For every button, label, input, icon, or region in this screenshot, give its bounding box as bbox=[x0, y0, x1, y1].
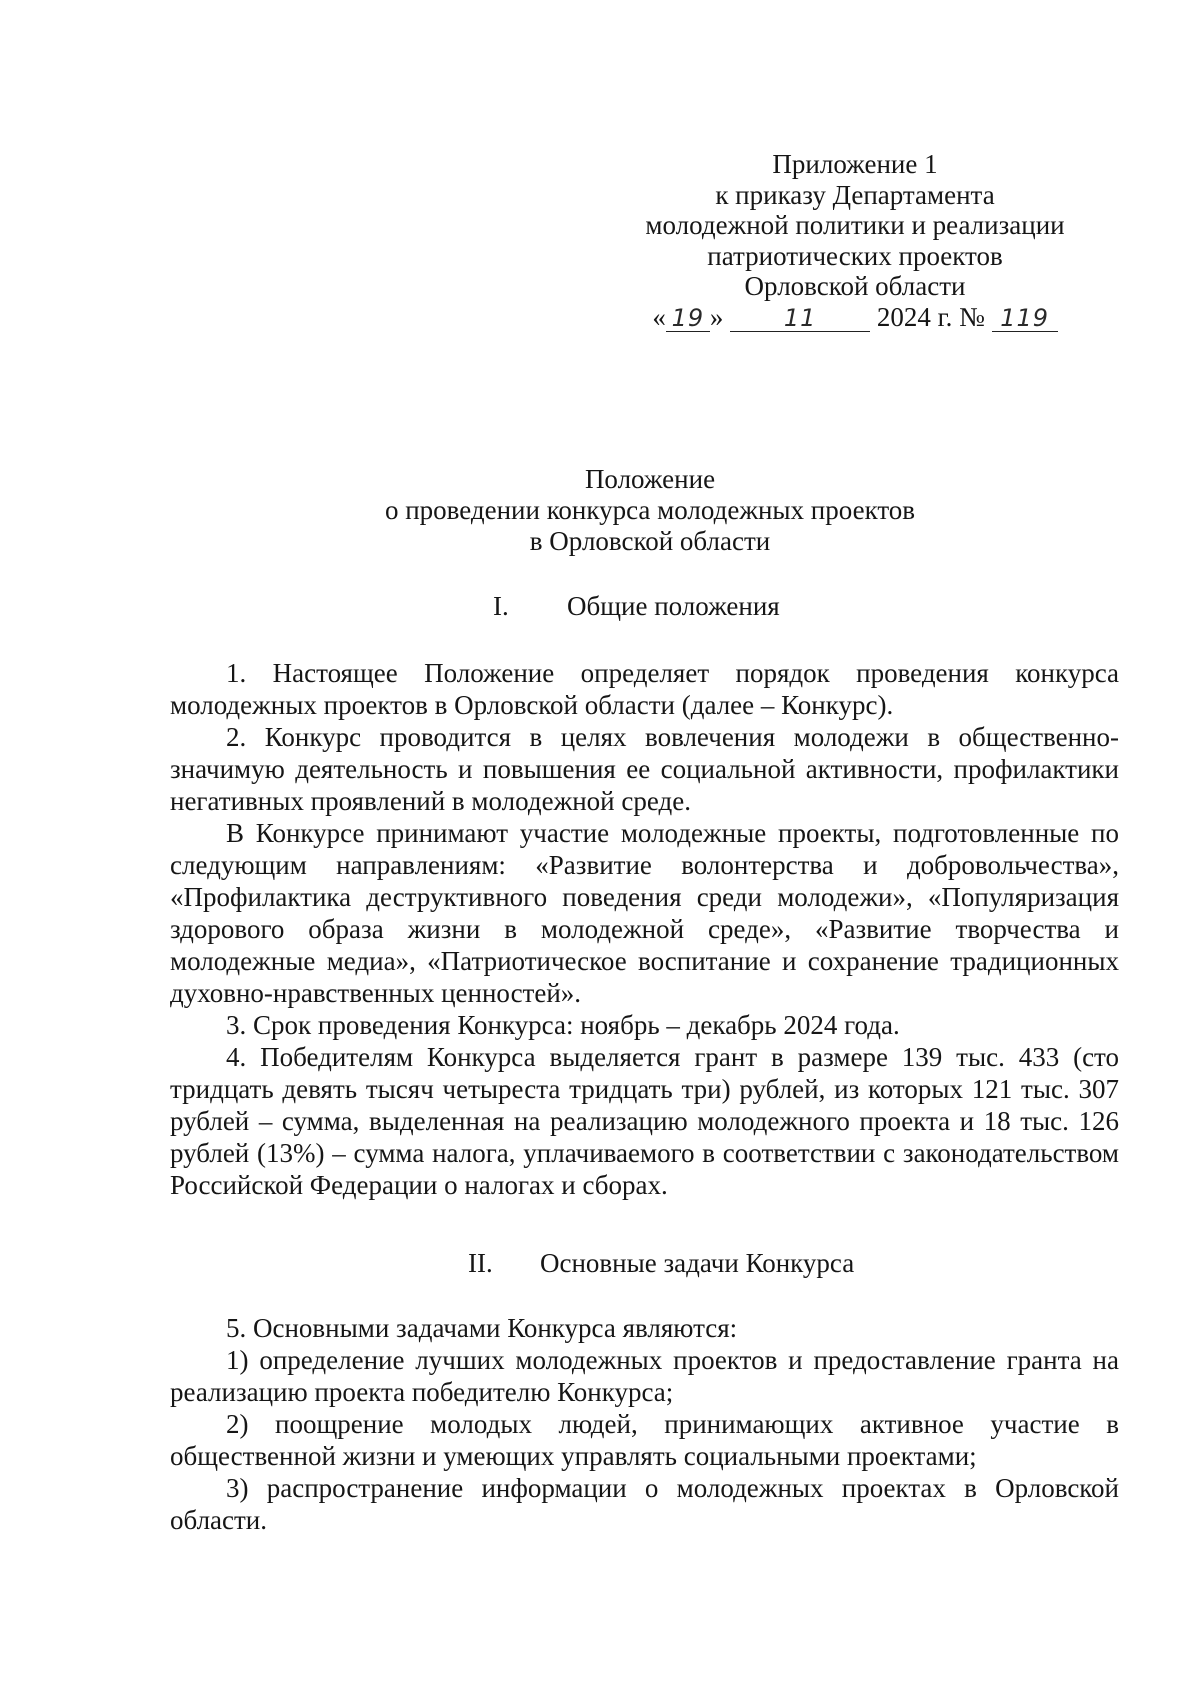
paragraph: 4. Победителям Конкурса выделяется грант в размере 139 тыс. 433 (сто тридцать девять тысяч четыреста тридцать три) рублей, из которых 121 тыс. 307 рублей – сумма, выделенная на реализацию молодежного проекта и 18 тыс. 126 рублей (13%) – сумма налога, уплачиваемого в соответствии с законодательством Российской Федерации о налогах и сборах. bbox=[170, 1042, 1119, 1200]
title-line: о проведении конкурса молодежных проектов bbox=[384, 495, 916, 525]
paragraph: 3. Срок проведения Конкурса: ноябрь – декабрь 2024 года. bbox=[226, 1010, 900, 1040]
section-heading-1 bbox=[170, 590, 1130, 622]
paragraph: 2) поощрение молодых людей, принимающих активное участие в общественной жизни и умеющих управлять социальными проектами; bbox=[170, 1409, 1119, 1471]
appendix-line: Орловской области bbox=[744, 271, 966, 301]
paragraph: 1. Настоящее Положение определяет порядок проведения конкурса молодежных проектов в Орловской области (далее – Конкурс). bbox=[170, 658, 1119, 720]
date-open-quote: « bbox=[652, 301, 666, 332]
paragraph: 2. Конкурс проводится в целях вовлечения молодежи в общественно-значимую деятельность и повышения ее социальной активности, профилактики негативных проявлений в молодежной среде. bbox=[170, 722, 1119, 816]
section-title: Общие положения bbox=[567, 591, 780, 621]
section-numeral: I. bbox=[493, 591, 509, 621]
appendix-line: к приказу Департамента bbox=[715, 179, 995, 210]
appendix-line: патриотических проектов bbox=[707, 240, 1003, 271]
order-month: 11 bbox=[730, 305, 870, 332]
order-year-number-label: 2024 г. № bbox=[876, 301, 985, 332]
section-body-1 bbox=[170, 657, 1119, 1201]
title-line: в Орловской области bbox=[529, 526, 771, 556]
order-day: 19 bbox=[666, 305, 710, 332]
section-body-2 bbox=[170, 1312, 1119, 1536]
appendix-header bbox=[600, 149, 1110, 332]
date-close-quote: » bbox=[709, 301, 724, 332]
paragraph: В Конкурсе принимают участие молодежные проекты, подготовленные по следующим направлениям: «Развитие волонтерства и добровольчества», «Профилактика деструктивного поведения среди молодежи», «Популяризация здорового образа жизни в молодежной среде», «Развитие творчества и молодежные медиа», «Патриотическое воспитание и сохранение традиционных духовно-нравственных ценностей». bbox=[170, 818, 1119, 1008]
appendix-line: Приложение 1 bbox=[772, 149, 938, 179]
paragraph: 1) определение лучших молодежных проектов и предоставление гранта на реализацию проекта победителю Конкурса; bbox=[170, 1345, 1119, 1407]
section-title: Основные задачи Конкурса bbox=[540, 1248, 855, 1278]
order-date-line bbox=[600, 302, 1110, 333]
paragraph: 3) распространение информации о молодежных проектах в Орловской области. bbox=[170, 1473, 1119, 1535]
section-heading-2 bbox=[170, 1247, 1130, 1279]
appendix-line: молодежной политики и реализации bbox=[645, 210, 1065, 240]
order-number: 119 bbox=[992, 305, 1058, 332]
title-line: Положение bbox=[584, 464, 716, 494]
document-title bbox=[300, 464, 1000, 557]
paragraph: 5. Основными задачами Конкурса являются: bbox=[226, 1313, 738, 1343]
section-numeral: II. bbox=[468, 1248, 493, 1278]
